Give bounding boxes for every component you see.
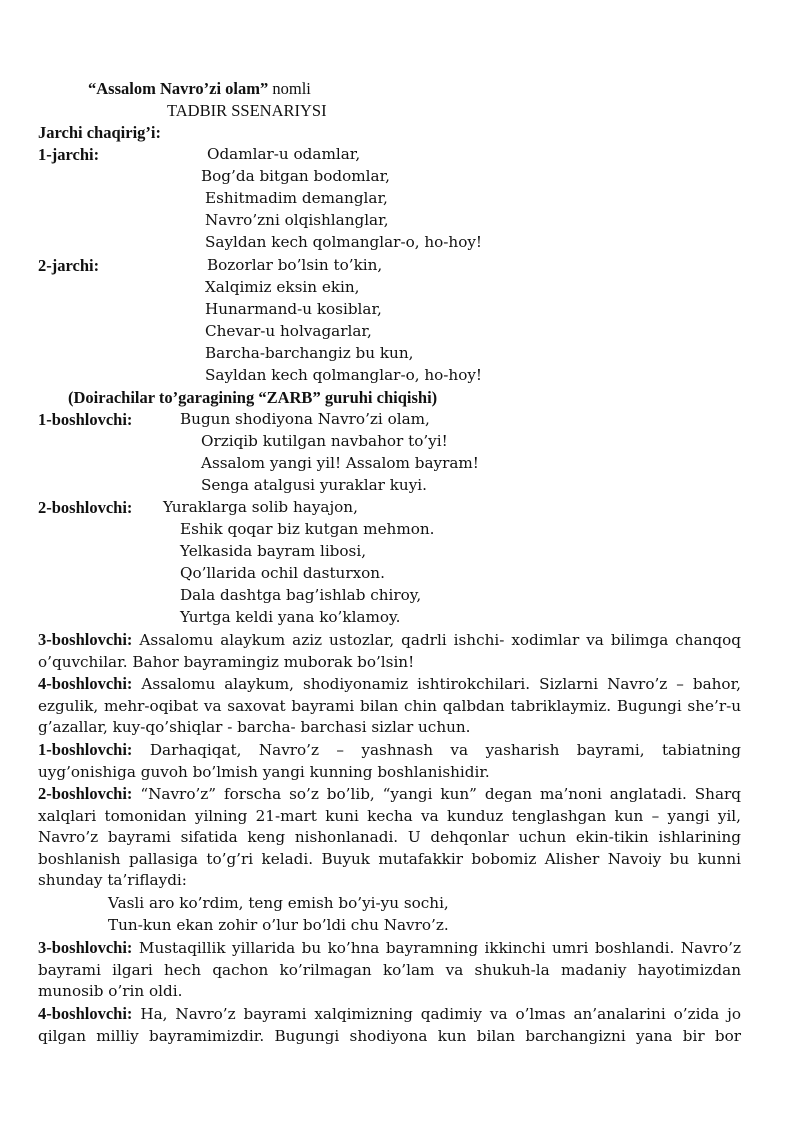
- speaker-label: 4-boshlovchi:: [38, 674, 133, 693]
- quote-line: Tun-kun ekan zohir o’lur bo’ldi chu Navro’z.: [108, 916, 449, 934]
- stage-direction: (Doirachilar to’garagining “ZARB” guruhi chiqishi): [68, 388, 438, 407]
- verse-line: Chevar-u holvagarlar,: [205, 322, 372, 340]
- title-suffix: nomli: [268, 79, 311, 98]
- verse-line: Sayldan kech qolmanglar-o, ho-hoy!: [205, 366, 483, 384]
- verse-line: Xalqimiz eksin ekin,: [205, 278, 360, 296]
- verse-line: Assalom yangi yil! Assalom bayram!: [201, 454, 479, 472]
- verse-line: Yuraklarga solib hayajon,: [163, 498, 358, 516]
- dialogue-paragraph: [38, 673, 741, 739]
- dialogue-paragraph: [38, 1003, 741, 1047]
- verse-line: Eshik qoqar biz kutgan mehmon.: [180, 520, 435, 538]
- verse-line: Orziqib kutilgan navbahor to’yi!: [201, 432, 448, 450]
- paragraph-text: Darhaqiqat, Navro’z – yashnash va yasharish bayrami, tabiatning uyg’onishiga guvoh bo’lmish yangi kunning boshlanishidir.: [38, 741, 741, 781]
- quote-line: Vasli aro ko’rdim, teng emish bo’yi-yu sochi,: [108, 894, 449, 912]
- dialogue-paragraph: [38, 739, 741, 783]
- document-subtitle: TADBIR SSENARIYSI: [167, 101, 327, 120]
- verse-line: Bog’da bitgan bodomlar,: [201, 167, 390, 185]
- verse-line: Eshitmadim demanglar,: [205, 189, 388, 207]
- verse-line: Yurtga keldi yana ko’klamoy.: [180, 608, 401, 626]
- dialogue-paragraph: [38, 629, 741, 673]
- paragraph-text: Assalomu alaykum aziz ustozlar, qadrli ishchi- xodimlar va bilimga chanqoq o’quvchilar. Bahor bayramingiz muborak bo’lsin!: [38, 631, 741, 671]
- title-name: “Assalom Navro’zi olam”: [88, 79, 269, 98]
- verse-line: Yelkasida bayram libosi,: [180, 542, 367, 560]
- speaker-label: 1-boshlovchi:: [38, 410, 133, 429]
- verse-line: Hunarmand-u kosiblar,: [205, 300, 382, 318]
- speaker-label: 3-boshlovchi:: [38, 630, 133, 649]
- paragraph-text: Assalomu alaykum, shodiyonamiz ishtirokchilari. Sizlarni Navro’z – bahor, ezgulik, mehr-oqibat va saxovat bayrami bilan chin qalbdan tabriklaymiz. Bugungi she’r-u g’azallar, kuy-qo’shiqlar - barcha- barchasi sizlar uchun.: [38, 675, 741, 737]
- verse-line: Bugun shodiyona Navro’zi olam,: [180, 410, 430, 428]
- speaker-label: 2-jarchi:: [38, 256, 100, 275]
- speaker-label: 1-boshlovchi:: [38, 740, 133, 759]
- verse-line: Sayldan kech qolmanglar-o, ho-hoy!: [205, 233, 483, 251]
- dialogue-paragraph: [38, 783, 741, 892]
- verse-line: Barcha-barchangiz bu kun,: [205, 344, 414, 362]
- verse-line: Navro’zni olqishlanglar,: [205, 211, 389, 229]
- call-heading: Jarchi chaqirig’i:: [38, 123, 161, 142]
- speaker-label: 3-boshlovchi:: [38, 938, 133, 957]
- verse-line: Qo’llarida ochil dasturxon.: [180, 564, 385, 582]
- speaker-label: 2-boshlovchi:: [38, 784, 133, 803]
- speaker-label: 2-boshlovchi:: [38, 498, 133, 517]
- verse-line: Senga atalgusi yuraklar kuyi.: [201, 476, 427, 494]
- speaker-label: 1-jarchi:: [38, 145, 100, 164]
- paragraph-text: Mustaqillik yillarida bu ko’hna bayramning ikkinchi umri boshlandi. Navro’z bayrami ilgari hech qachon ko’rilmagan ko’lam va shukuh-la madaniy hayotimizdan munosib o’rin oldi.: [38, 939, 741, 1001]
- verse-line: Odamlar-u odamlar,: [207, 145, 361, 163]
- paragraph-text: “Navro’z” forscha so’z bo’lib, “yangi kun” degan ma’noni anglatadi. Sharq xalqlari tomonidan yilning 21-mart kuni kecha va kunduz tenglashgan kun – yangi yil, Navro’z bayrami sifatida keng nishonlanadi. U dehqonlar uchun ekin-tikin ishlarining boshlanish pallasiga to’g’ri keladi. Buyuk mutafakkir bobomiz Alisher Navoiy bu kunni shunday ta’riflaydi:: [38, 785, 741, 890]
- speaker-label: 4-boshlovchi:: [38, 1004, 133, 1023]
- verse-line: Dala dashtga bag’ishlab chiroy,: [180, 586, 422, 604]
- verse-line: Bozorlar bo’lsin to’kin,: [207, 256, 383, 274]
- dialogue-paragraph: [38, 937, 741, 1003]
- paragraph-text: Ha, Navro’z bayrami xalqimizning qadimiy va o’lmas an’analarini o’zida jo qilgan milliy bayramimizdir. Bugungi shodiyona kun bilan barchangizni yana bir bor: [38, 1005, 741, 1045]
- document-title: [88, 78, 311, 99]
